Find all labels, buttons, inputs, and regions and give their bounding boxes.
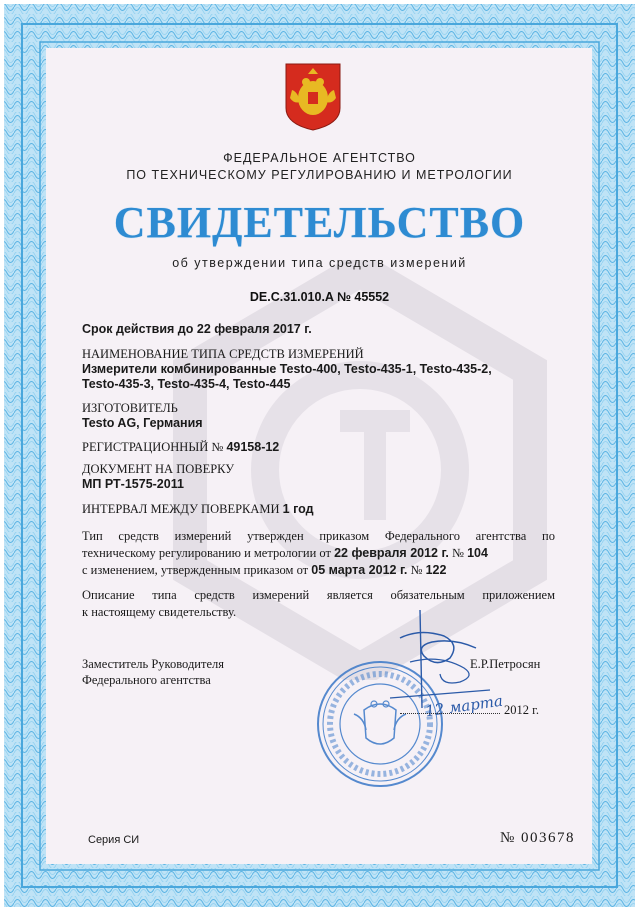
amendment-order-num-label: № xyxy=(410,563,423,577)
amendment-order-date: 05 марта 2012 г. xyxy=(311,563,408,577)
approval-line3-prefix: с изменением, утвержденным приказом от xyxy=(82,563,309,577)
verification-doc-value: МП РТ-1575-2011 xyxy=(82,477,184,491)
approval-line3 xyxy=(82,562,555,579)
validity-value: 22 февраля 2017 г. xyxy=(196,322,312,336)
interval-value: 1 год xyxy=(282,502,314,516)
series-label: Серия СИ xyxy=(88,834,140,846)
instrument-value-line2: Testo-435-3, Testo-435-4, Testo-445 xyxy=(82,377,291,391)
registration-value: 49158-12 xyxy=(226,440,280,454)
state-emblem-icon xyxy=(284,62,342,132)
registration-label: РЕГИСТРАЦИОННЫЙ № xyxy=(82,440,224,454)
signatory-role-line2: Федерального агентства xyxy=(82,673,211,687)
signatory-name: Е.Р.Петросян xyxy=(470,657,541,671)
handwritten-date: 12 марта xyxy=(424,691,504,721)
verification-doc-label: ДОКУМЕНТ НА ПОВЕРКУ xyxy=(82,462,235,476)
approval-order-number: 104 xyxy=(467,546,488,560)
serial-number: № 003678 xyxy=(500,830,576,846)
signature-date-year: 2012 г. xyxy=(504,703,539,717)
certificate-number: DE.C.31.010.A № 45552 xyxy=(249,290,390,304)
manufacturer-label: ИЗГОТОВИТЕЛЬ xyxy=(82,401,178,415)
date-underline xyxy=(400,713,500,714)
interval-line xyxy=(82,502,562,517)
manufacturer-value: Testo AG, Германия xyxy=(82,416,203,430)
description-line1: Описание типа средств измерений является обязательным приложением xyxy=(82,588,555,602)
instrument-value-line1: Измерители комбинированные Testo-400, Testo-435-1, Testo-435-2, xyxy=(82,362,492,376)
instrument-label: НАИМЕНОВАНИЕ ТИПА СРЕДСТВ ИЗМЕРЕНИЙ xyxy=(82,347,364,361)
agency-name-line1: ФЕДЕРАЛЬНОЕ АГЕНТСТВО xyxy=(223,151,416,165)
agency-name-line2: ПО ТЕХНИЧЕСКОМУ РЕГУЛИРОВАНИЮ И МЕТРОЛОГИИ xyxy=(126,168,513,182)
registration-line xyxy=(82,440,562,455)
signatory-role-line1: Заместитель Руководителя xyxy=(82,657,224,671)
certificate-title: СВИДЕТЕЛЬСТВО xyxy=(113,198,526,247)
amendment-order-number: 122 xyxy=(425,563,447,577)
approval-order-date: 22 февраля 2012 г. xyxy=(334,546,449,560)
approval-line2 xyxy=(82,545,555,562)
description-line2: к настоящему свидетельству. xyxy=(82,605,237,619)
validity-line xyxy=(82,322,562,336)
approval-line1: Тип средств измерений утвержден приказом Федерального агентства по xyxy=(82,529,555,543)
interval-label: ИНТЕРВАЛ МЕЖДУ ПОВЕРКАМИ xyxy=(82,502,280,516)
approval-order-num-label: № xyxy=(452,546,464,560)
certificate-subtitle: об утверждении типа средств измерений xyxy=(172,256,467,270)
validity-label: Срок действия до xyxy=(82,322,194,336)
approval-line2-prefix: техническому регулированию и метрологии от xyxy=(82,546,331,560)
